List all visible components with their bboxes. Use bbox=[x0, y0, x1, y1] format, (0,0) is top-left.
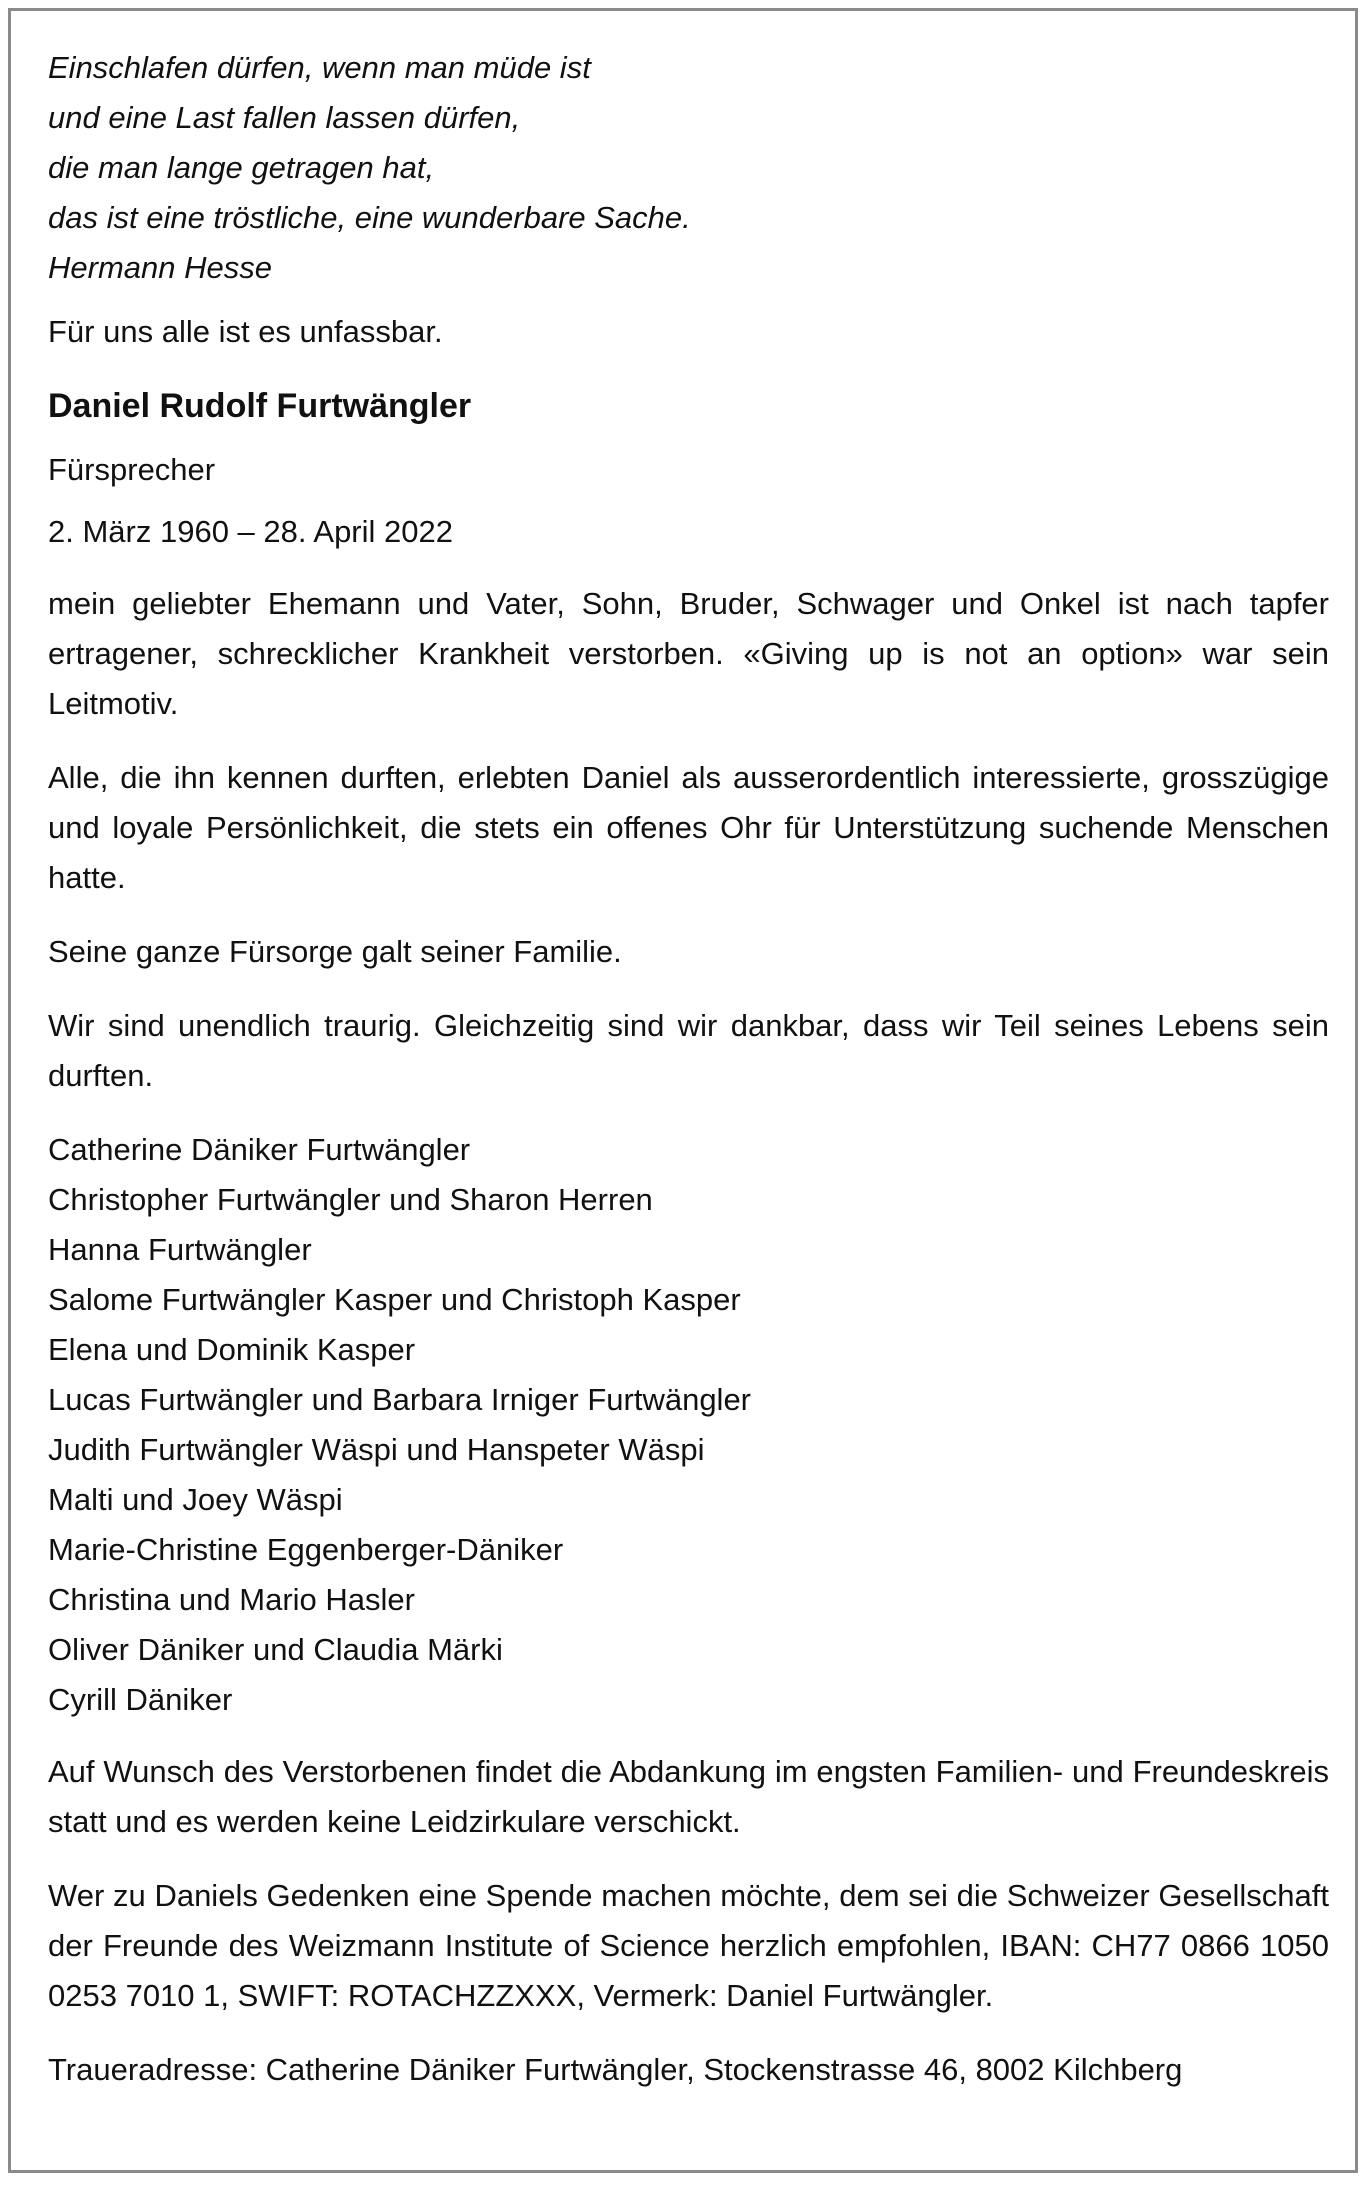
quote-line: und eine Last fallen lassen dürfen, bbox=[48, 100, 521, 135]
hesse-quote bbox=[48, 43, 1329, 293]
paragraph-gratitude: Wir sind unendlich traurig. Gleichzeitig sind wir dankbar, dass wir Teil seines Lebens sein durften. bbox=[48, 1008, 1329, 1093]
intro-text: Für uns alle ist es unfassbar. bbox=[48, 314, 443, 349]
mourner-name: Salome Furtwängler Kasper und Christoph Kasper bbox=[48, 1282, 741, 1317]
quote-line: das ist eine tröstliche, eine wunderbare Sache. bbox=[48, 200, 691, 235]
mourner-name: Cyrill Däniker bbox=[48, 1682, 233, 1717]
mourner-name: Christopher Furtwängler und Sharon Herren bbox=[48, 1182, 653, 1217]
deceased-profession: Fürsprecher bbox=[48, 452, 216, 487]
obituary-notice bbox=[8, 8, 1358, 2173]
mourning-address: Traueradresse: Catherine Däniker Furtwängler, Stockenstrasse 46, 8002 Kilchberg bbox=[48, 2052, 1183, 2087]
mourner-name: Catherine Däniker Furtwängler bbox=[48, 1132, 471, 1167]
obituary-content bbox=[48, 43, 1329, 2119]
mourner-name: Malti und Joey Wäspi bbox=[48, 1482, 343, 1517]
mourner-name: Hanna Furtwängler bbox=[48, 1232, 312, 1267]
deceased-dates: 2. März 1960 – 28. April 2022 bbox=[48, 514, 453, 549]
quote-line: die man lange getragen hat, bbox=[48, 150, 435, 185]
mourner-name: Christina und Mario Hasler bbox=[48, 1582, 415, 1617]
paragraph-death: mein geliebter Ehemann und Vater, Sohn, Bruder, Schwager und Onkel ist nach tapfer ertragener, schrecklicher Krankheit verstorben. «Giving up is not an option» war sein Leitmotiv. bbox=[48, 586, 1329, 721]
mourner-name: Judith Furtwängler Wäspi und Hanspeter Wäspi bbox=[48, 1432, 705, 1467]
paragraph-family: Seine ganze Fürsorge galt seiner Familie. bbox=[48, 934, 622, 969]
mourner-name: Elena und Dominik Kasper bbox=[48, 1332, 416, 1367]
paragraph-character: Alle, die ihn kennen durften, erlebten Daniel als ausserordentlich interessierte, grosszügige und loyale Persönlichkeit, die stets ein offenes Ohr für Unterstützung suchende Menschen hatte. bbox=[48, 760, 1329, 895]
mourners-list bbox=[48, 1125, 1329, 1725]
funeral-note: Auf Wunsch des Verstorbenen findet die Abdankung im engsten Familien- und Freundeskreis statt und es werden keine Leidzirkulare verschickt. bbox=[48, 1754, 1329, 1839]
mourner-name: Marie-Christine Eggenberger-Däniker bbox=[48, 1532, 564, 1567]
quote-author: Hermann Hesse bbox=[48, 250, 272, 285]
mourner-name: Oliver Däniker und Claudia Märki bbox=[48, 1632, 503, 1667]
deceased-name: Daniel Rudolf Furtwängler bbox=[48, 387, 472, 425]
donation-note: Wer zu Daniels Gedenken eine Spende machen möchte, dem sei die Schweizer Gesellschaft der Freunde des Weizmann Institute of Science herzlich empfohlen, IBAN: CH77 0866 1050 0253 7010 1, SWIFT: ROTACHZZXXX, Vermerk: Daniel Furtwängler. bbox=[48, 1878, 1329, 2013]
mourner-name: Lucas Furtwängler und Barbara Irniger Furtwängler bbox=[48, 1382, 752, 1417]
quote-line: Einschlafen dürfen, wenn man müde ist bbox=[48, 50, 591, 85]
